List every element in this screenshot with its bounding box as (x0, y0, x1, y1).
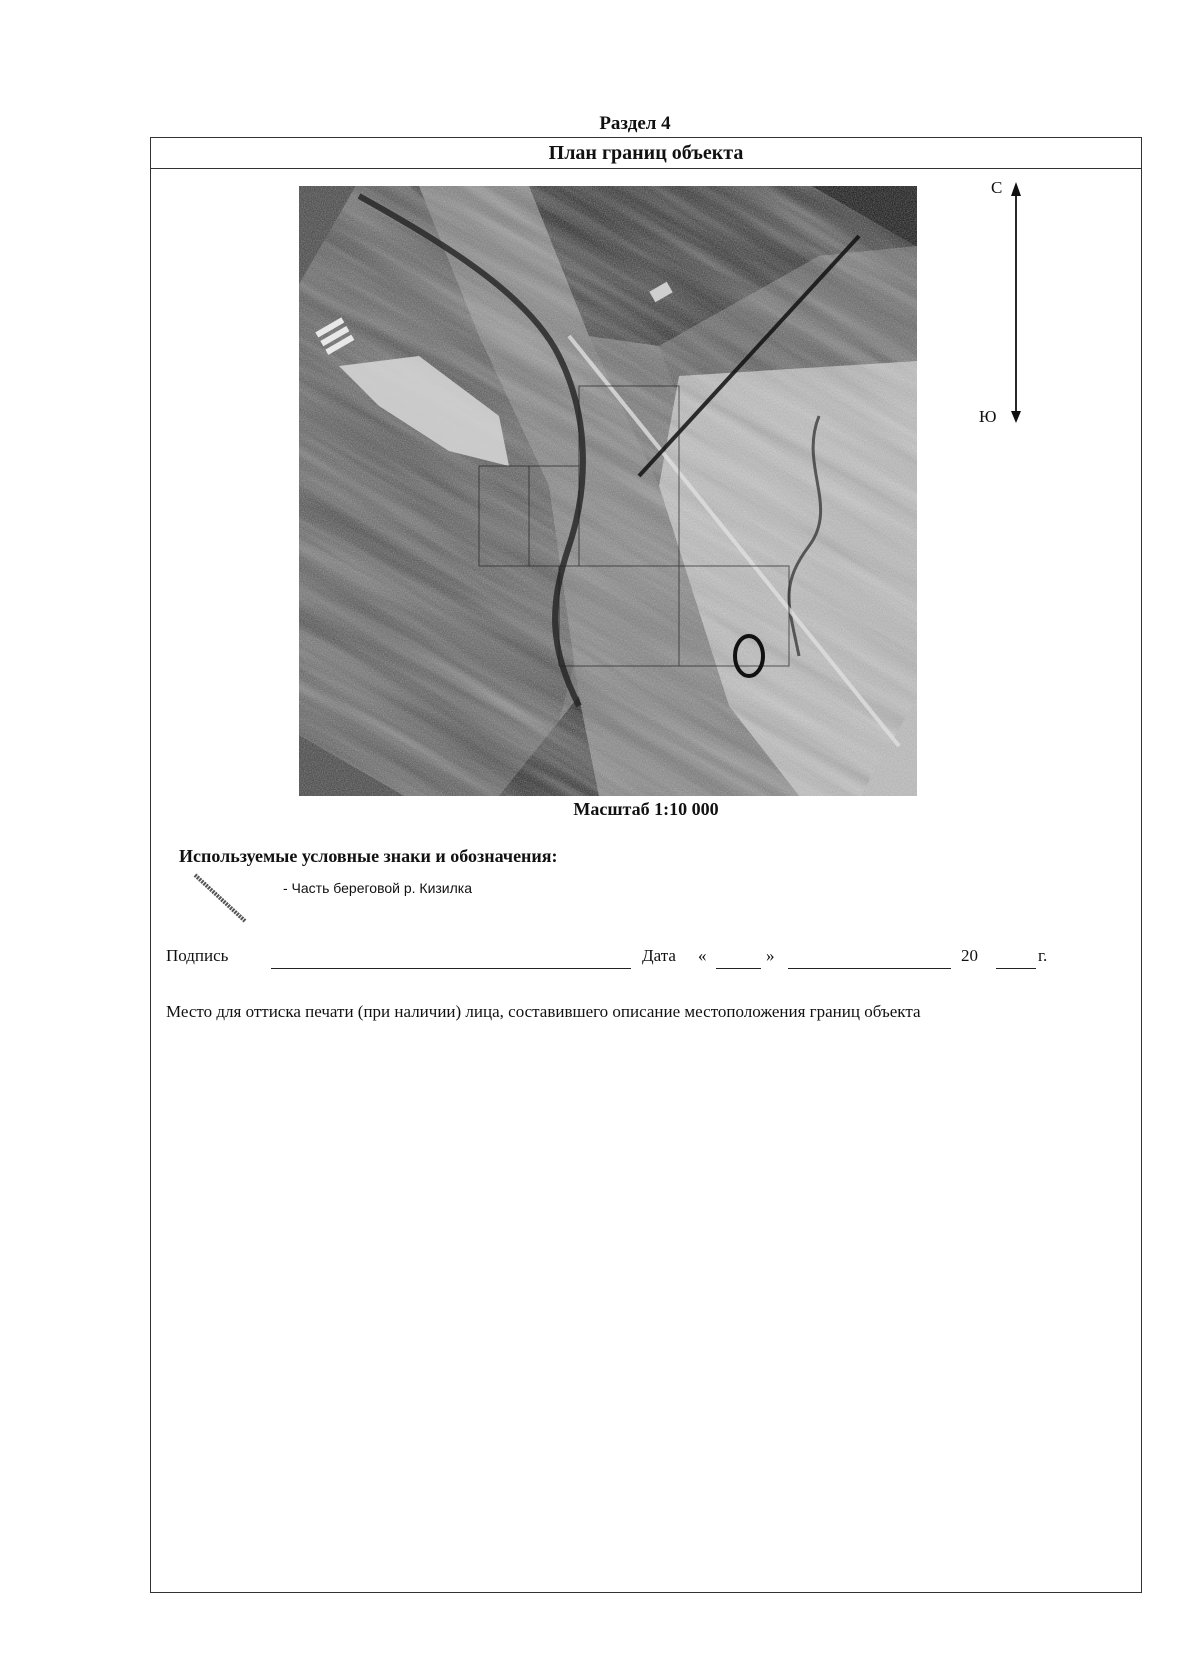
diagonal-boundary-line-icon (191, 871, 251, 931)
plan-title: План границ объекта (151, 138, 1141, 169)
signature-row (166, 946, 1126, 974)
legend-title: Используемые условные знаки и обозначения: (179, 846, 558, 866)
compass-south-label: Ю (979, 407, 997, 426)
date-quote-open: « (698, 946, 707, 965)
date-quote-close: » (766, 946, 775, 965)
seal-note: Место для оттиска печати (при наличии) лица, составившего описание местоположения границ объекта (166, 1002, 921, 1021)
year-prefix: 20 (961, 946, 978, 965)
day-line (716, 968, 761, 969)
compass-north-label: С (991, 178, 1003, 197)
satellite-map-image (299, 186, 917, 796)
legend-item-text: - Часть береговой р. Кизилка (283, 880, 473, 896)
date-label: Дата (642, 946, 676, 965)
signature-label: Подпись (166, 946, 229, 965)
month-line (788, 968, 951, 969)
year-suffix: г. (1038, 946, 1048, 965)
plan-frame (150, 137, 1142, 1593)
map-scale: Масштаб 1:10 000 (573, 799, 719, 819)
signature-line (271, 968, 631, 969)
north-south-compass (979, 178, 1071, 528)
year-line (996, 968, 1036, 969)
section-label: Раздел 4 (599, 113, 671, 134)
compass-arrow-icon (991, 178, 1071, 438)
